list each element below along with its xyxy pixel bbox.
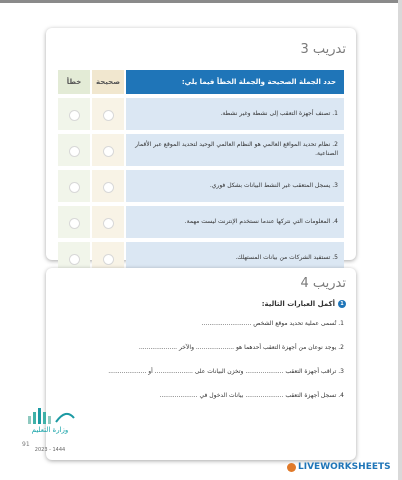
instruction-number-icon: 1: [338, 300, 346, 308]
page-number: 91: [22, 441, 30, 448]
false-radio-4[interactable]: [69, 218, 80, 229]
true-radio-4[interactable]: [103, 218, 114, 229]
instruction: [262, 300, 346, 308]
true-false-table: [56, 70, 346, 274]
true-radio-1[interactable]: [103, 110, 114, 121]
sentence-3[interactable]: 3. تراقب أجهزة التعقب .................... وتخزن البيانات على .................... أو ....................: [108, 368, 344, 375]
true-column-header: صحيحة: [92, 70, 124, 94]
table-row: [58, 170, 344, 202]
page-edge: [398, 0, 402, 480]
ministry-logo-icon: [22, 404, 82, 426]
statement-3: 3. يسجل المتعقب غير النشط البيانات بشكل فوري.: [126, 170, 344, 202]
table-row: [58, 206, 344, 238]
question-header: حدد الجملة الصحيحة والجملة الخطأ فيما يلي:: [126, 70, 344, 94]
false-radio-3[interactable]: [69, 182, 80, 193]
top-border: [0, 0, 402, 3]
sentence-1[interactable]: 1. تُسمى عملية تحديد موقع الشخص ..........................: [201, 320, 344, 327]
statement-4: 4. المعلومات التي نتركها عندما نستخدم الإنترنت ليست مهمة.: [126, 206, 344, 238]
true-radio-3[interactable]: [103, 182, 114, 193]
statement-2: 2. نظام تحديد المواقع العالمي هو النظام العالمي الوحيد لتحديد الموقع عبر الأقمار الصناعية.: [126, 134, 344, 166]
ministry-year: 2023 - 1444: [34, 447, 66, 453]
liveworksheets-text: LIVEWORKSHEETS: [298, 462, 391, 472]
sentence-2[interactable]: 2. يوجد نوعان من أجهزة التعقب أحدهما هو .................... والآخر ....................: [138, 344, 344, 351]
false-radio-1[interactable]: [69, 110, 80, 121]
false-radio-2[interactable]: [69, 146, 80, 157]
liveworksheets-logo: [287, 462, 391, 472]
exercise-3-title: تدريب 3: [300, 42, 346, 57]
statement-5: 5. تستفيد الشركات من بيانات المستهلك.: [126, 242, 344, 274]
ministry-name: وزارة التعليم: [31, 426, 69, 434]
exercise-3-card: [46, 28, 356, 260]
statement-1: 1. تصنف أجهزة التعقب إلى نشطة وغير نشطة.: [126, 98, 344, 130]
false-radio-5[interactable]: [69, 254, 80, 265]
exercise-4-card: [46, 268, 356, 460]
sentence-4[interactable]: 4. تسجل أجهزة التعقب .................... بيانات الدخول في ....................: [159, 392, 344, 399]
instruction-text: أكمل العبارات التالية:: [261, 300, 335, 308]
table-row: [58, 98, 344, 130]
table-row: [58, 134, 344, 166]
exercise-4-title: تدريب 4: [300, 276, 346, 291]
false-column-header: خطأ: [58, 70, 90, 94]
true-radio-2[interactable]: [103, 146, 114, 157]
liveworksheets-icon: [287, 463, 296, 472]
true-radio-5[interactable]: [103, 254, 114, 265]
